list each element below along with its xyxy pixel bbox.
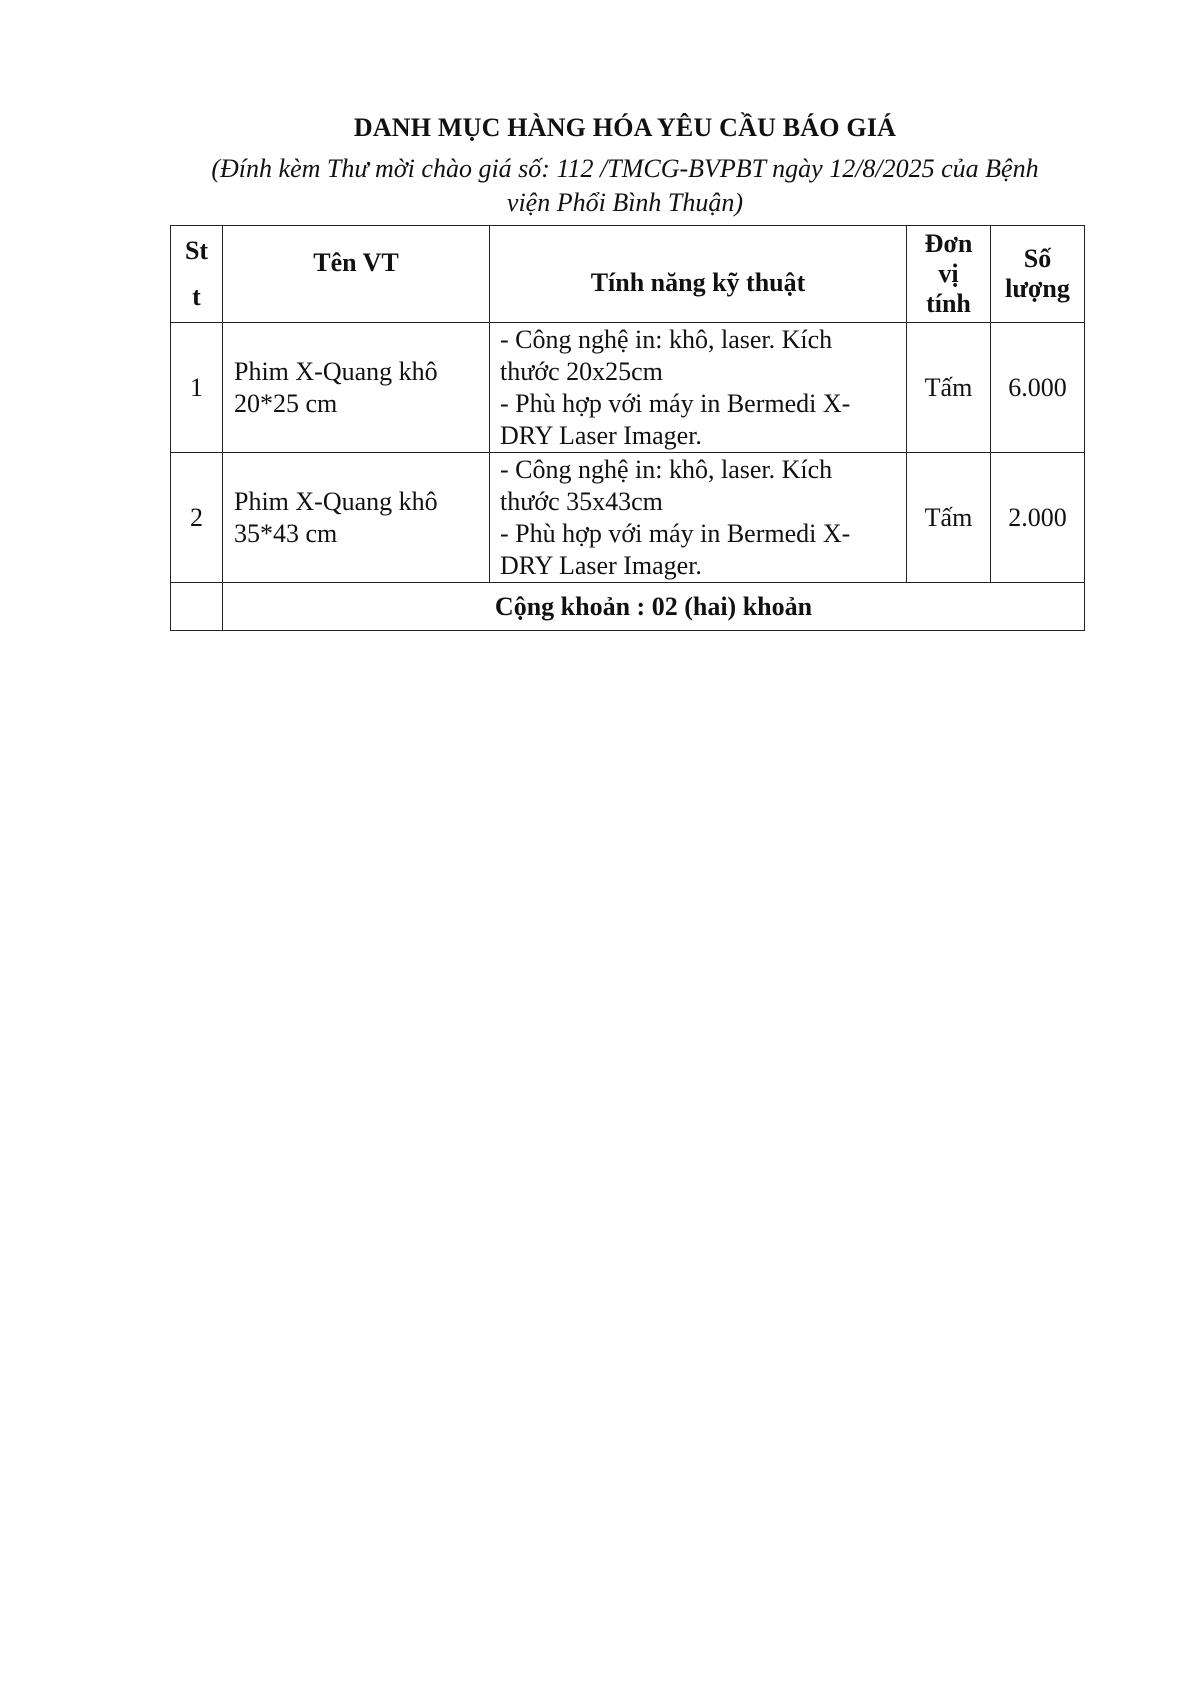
header-spec: Tính năng kỹ thuật xyxy=(490,226,907,323)
row-stt: 1 xyxy=(171,323,223,453)
document-subtitle xyxy=(165,152,1085,220)
subtitle-line-2: viện Phổi Bình Thuận) xyxy=(506,188,744,217)
row-spec xyxy=(490,453,907,583)
goods-table xyxy=(170,225,1085,631)
header-stt xyxy=(171,226,223,323)
table-row xyxy=(171,453,1085,583)
row-spec xyxy=(490,323,907,453)
row-spec-line-2: - Phù hợp với máy in Bermedi X-DRY Laser Imager. xyxy=(500,518,851,580)
row-stt: 2 xyxy=(171,453,223,583)
table-header-row xyxy=(171,226,1085,323)
table-total-row xyxy=(171,583,1085,631)
row-item-name: Phim X-Quang khô 20*25 cm xyxy=(223,323,490,453)
row-spec-line-1: - Công nghệ in: khô, laser. Kích thước 35x43cm xyxy=(500,454,833,516)
header-unit-line-2: vị xyxy=(938,259,959,288)
row-quantity: 2.000 xyxy=(991,453,1085,583)
document-title: DANH MỤC HÀNG HÓA YÊU CẦU BÁO GIÁ xyxy=(353,113,897,142)
header-unit-line-1: Đơn xyxy=(924,229,973,258)
row-spec-line-1: - Công nghệ in: khô, laser. Kích thước 20x25cm xyxy=(500,324,833,386)
header-stt-line-2: t xyxy=(192,282,201,311)
row-item-name: Phim X-Quang khô 35*43 cm xyxy=(223,453,490,583)
header-unit-line-3: tính xyxy=(926,289,971,318)
row-unit: Tấm xyxy=(907,453,991,583)
header-quantity xyxy=(991,226,1085,323)
subtitle-line-1: (Đính kèm Thư mời chào giá số: 112 /TMCG-BVPBT ngày 12/8/2025 của Bệnh xyxy=(211,154,1039,183)
row-quantity: 6.000 xyxy=(991,323,1085,453)
header-stt-line-1: St xyxy=(184,236,209,265)
header-unit xyxy=(907,226,991,323)
header-qty-line-2: lượng xyxy=(1005,274,1070,303)
total-empty-cell xyxy=(171,583,223,631)
row-unit: Tấm xyxy=(907,323,991,453)
row-spec-line-2: - Phù hợp với máy in Bermedi X-DRY Laser Imager. xyxy=(500,388,851,450)
header-qty-line-1: Số xyxy=(1023,244,1052,273)
total-label: Cộng khoản : 02 (hai) khoản xyxy=(223,583,1085,631)
table-row xyxy=(171,323,1085,453)
header-name: Tên VT xyxy=(223,226,490,323)
